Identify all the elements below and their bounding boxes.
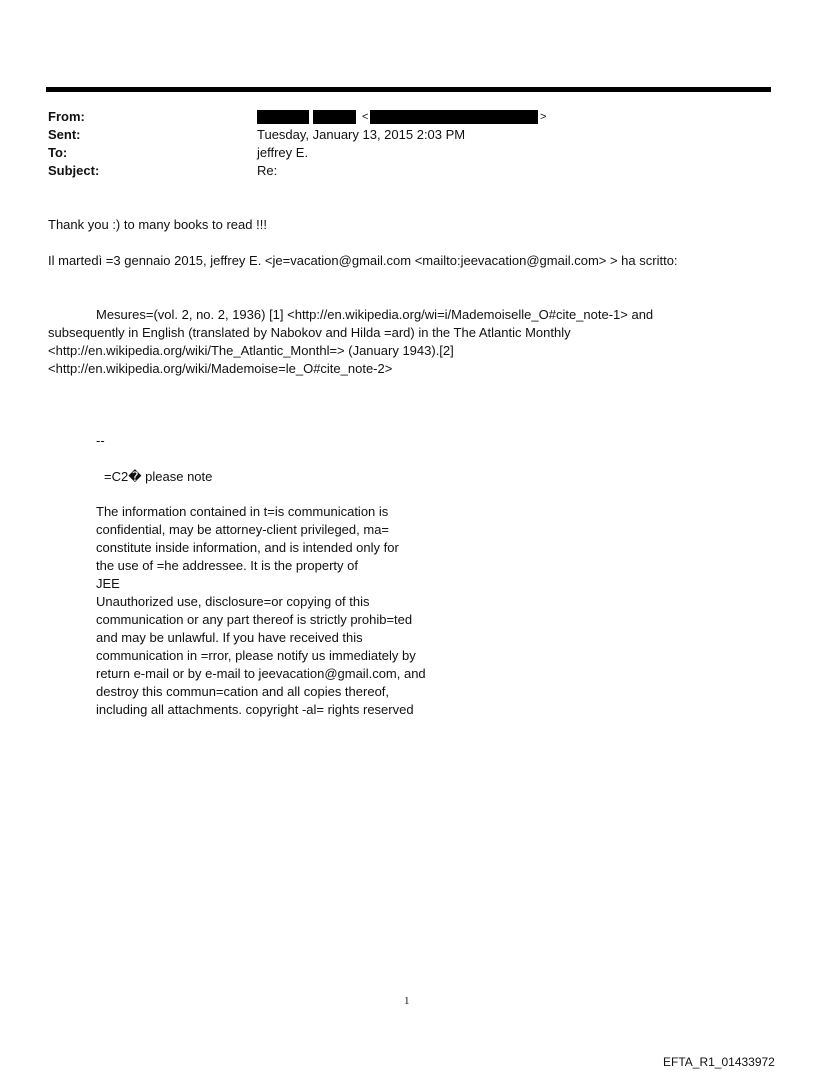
sent-value: Tuesday, January 13, 2015 2:03 PM — [257, 127, 466, 142]
disclaimer-line-4: the use of =he addressee. It is the property of — [96, 558, 358, 573]
email-open-bracket: < — [362, 111, 369, 123]
disclaimer-line-12: including all attachments. copyright -al= rights reserved — [96, 702, 414, 717]
sent-label: Sent: — [48, 127, 81, 142]
quote-line-3: <http://en.wikipedia.org/wiki/The_Atlantic_Monthl=> (January 1943).[2] — [48, 343, 454, 358]
disclaimer-line-3: constitute inside information, and is intended only for — [96, 540, 399, 555]
email-close-bracket: > — [540, 111, 547, 123]
disclaimer-line-2: confidential, may be attorney-client privileged, ma= — [96, 522, 390, 537]
disclaimer-line-5: JEE — [96, 576, 120, 591]
signature-separator: -- — [96, 433, 105, 448]
header-rule — [46, 87, 771, 92]
disclaimer-line-9: communication in =rror, please notify us immediately by — [96, 648, 416, 663]
redaction-block-email — [370, 110, 538, 124]
disclaimer-line-10: return e-mail or by e-mail to jeevacation@gmail.com, and — [96, 666, 426, 681]
disclaimer-line-6: Unauthorized use, disclosure=or copying of this — [96, 594, 370, 609]
document-id: EFTA_R1_01433972 — [663, 1055, 775, 1069]
subject-value: Re: — [257, 163, 278, 178]
page-number: 1 — [404, 995, 410, 1007]
disclaimer-line-11: destroy this commun=cation and all copies thereof, — [96, 684, 390, 699]
quote-line-4: <http://en.wikipedia.org/wiki/Mademoise=le_O#cite_note-2> — [48, 361, 393, 376]
body-line-1: Thank you :) to many books to read !!! — [48, 217, 267, 232]
please-note-line: =C2� please note — [104, 469, 213, 484]
disclaimer-line-7: communication or any part thereof is strictly prohib=ted — [96, 612, 413, 627]
body-line-2: Il martedì =3 gennaio 2015, jeffrey E. <je=vacation@gmail.com <mailto:jeevacation@gmail.com> > ha scritto: — [48, 253, 678, 268]
from-label: From: — [48, 109, 85, 124]
quote-line-1: Mesures=(vol. 2, no. 2, 1936) [1] <http://en.wikipedia.org/wi=i/Mademoiselle_O#cite_note-1> and — [96, 307, 654, 322]
redaction-block-last-name — [313, 110, 356, 124]
disclaimer-line-8: and may be unlawful. If you have received this — [96, 630, 363, 645]
to-value: jeffrey E. — [257, 145, 309, 160]
to-label: To: — [48, 145, 68, 160]
subject-label: Subject: — [48, 163, 100, 178]
disclaimer-line-1: The information contained in t=is communication is — [96, 504, 389, 519]
redaction-block-first-name — [257, 110, 309, 124]
quote-line-2: subsequently in English (translated by Nabokov and Hilda =ard) in the The Atlantic Monthly — [48, 325, 571, 340]
